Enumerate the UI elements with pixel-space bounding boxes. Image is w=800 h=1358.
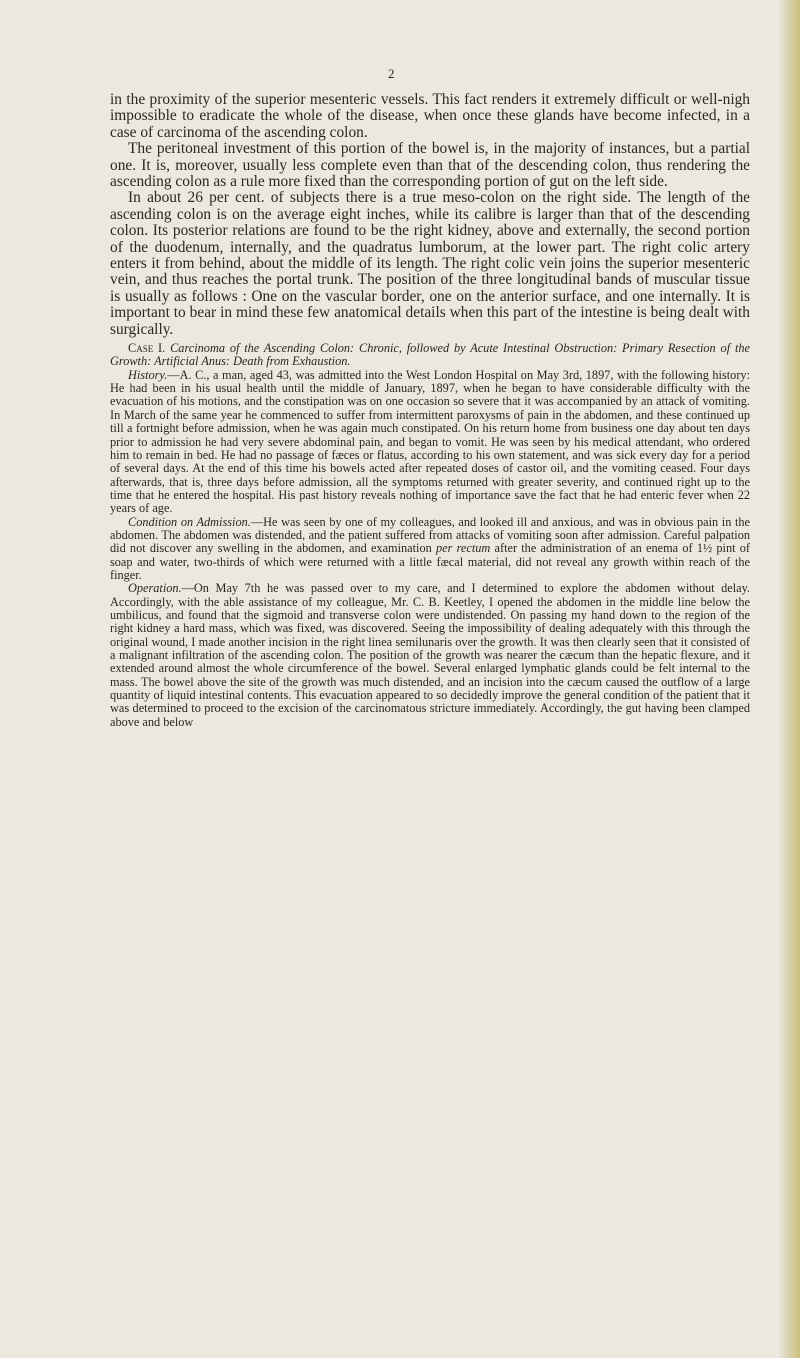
condition-heading: Condition on Admission. [128, 514, 251, 529]
condition-text: —He was seen by one of my colleagues, and looked ill and anxious, and was in obvious pain in the abdomen. The abdomen was distended, and the patient suffered from attacks of vomiting soon after admission. Careful palpation did not discover any swelling in the abdomen, and examination [110, 514, 751, 556]
case-report [110, 342, 750, 729]
paragraph: In about 26 per cent. of subjects there is a true meso-colon on the right side. The length of the ascending colon is on the average eight inches, while its calibre is larger than that of the descending colon. Its posterior relations are found to be the right kidney, above and externally, the second portion of the duodenum, internally, and the quadratus lumborum, at the lower part. The right colic artery enters it from behind, about the middle of its length. The right colic vein joins the superior mesenteric vein, and thus reaches the portal trunk. The position of the three longitudinal bands of muscular tissue is usually as follows : One on the vascular border, one on the anterior surface, and one internally. It is important to bear in mind these few anatomical details when this part of the intestine is being dealt with surgically. [110, 189, 750, 338]
page-edge [778, 0, 800, 1358]
text-column [110, 92, 750, 729]
case-title [110, 342, 750, 369]
operation-text: —On May 7th he was passed over to my care, and I determined to explore the abdomen without delay. Accordingly, with the able assistance of my colleague, Mr. C. B. Keetley, I opened the abdomen in the middle line below the umbilicus, and found that the sigmoid and transverse colon were undistended. On passing my hand down to the region of the right kidney a hard mass, which was fixed, was discovered. Seeing the impossibility of dealing adequately with this through the original wound, I made another incision in the right linea semilunaris over the growth. It was then clearly seen that it consisted of a malignant infiltration of the ascending colon. The position of the growth was nearer the cæcum than the hepatic flexure, and it extended around almost the whole circumference of the bowel. Several enlarged lymphatic glands could be felt internal to the mass. The bowel above the site of the growth was much distended, and an incision into the cæcum caused the outflow of a large quantity of liquid intestinal contents. This evacuation appeared to so decidedly improve the general condition of the patient that it was determined to proceed to the excision of the carcinomatous stricture immediately. Accordingly, the gut having been clamped above and below [110, 581, 750, 729]
operation-paragraph [110, 582, 750, 729]
paragraph: in the proximity of the superior mesenteric vessels. This fact renders it extremely difficult or well-nigh impossible to eradicate the whole of the disease, when once these glands have become infected, in a case of carcinoma of the ascending colon. [110, 91, 750, 141]
paragraph: The peritoneal investment of this portion of the bowel is, in the majority of instances, but a partial one. It is, moreover, usually less complete even than that of the descending colon, thus rendering the ascending colon as a rule more fixed than the corresponding portion of gut on the left side. [110, 140, 750, 191]
condition-text-cont: after the administration of an enema of 1½ pint of soap and water, two-thirds of which were returned with a little fæcal material, did not reveal any growth within reach of the finger. [110, 541, 750, 582]
history-paragraph [110, 369, 750, 516]
condition-italic: per rectum [435, 541, 491, 556]
history-heading: History. [128, 367, 168, 382]
condition-paragraph [110, 516, 750, 583]
case-label: Case I. [128, 341, 166, 356]
body-text [110, 92, 750, 338]
history-text: —A. C., a man, aged 43, was admitted into the West London Hospital on May 3rd, 1897, with the following history: He had been in his usual health until the middle of January, 1897, when he began to have considerable difficulty with the evacuation of his motions, and the constipation was on one occasion so severe that it was accompanied by an attack of vomiting. In March of the same year he commenced to suffer from intermittent paroxysms of pain in the abdomen, and these continued up till a fortnight before admission, when he was again much constipated. On his return home from business one day about ten days prior to admission he had very severe abdominal pain, and began to vomit. He was seen by his medical attendant, who ordered him to remain in bed. He had no passage of fæces or flatus, according to his own statement, and was sick every day for a period of several days. At the end of this time his bowels acted after repeated doses of castor oil, and the vomiting ceased. Four days afterwards, that is, three days before admission, all the symptoms returned with greater severity, and continued right up to the time that he entered the hospital. His past history reveals nothing of importance save the fact that he had enteric fever when 22 years of age. [110, 367, 750, 516]
page-number: 2 [388, 66, 395, 81]
case-title-text: Carcinoma of the Ascending Colon: Chronic, followed by Acute Intestinal Obstruction: Primary Resection of the Growth: Artificial Anus: Death from Exhaustion. [110, 341, 750, 369]
operation-heading: Operation. [128, 581, 182, 596]
